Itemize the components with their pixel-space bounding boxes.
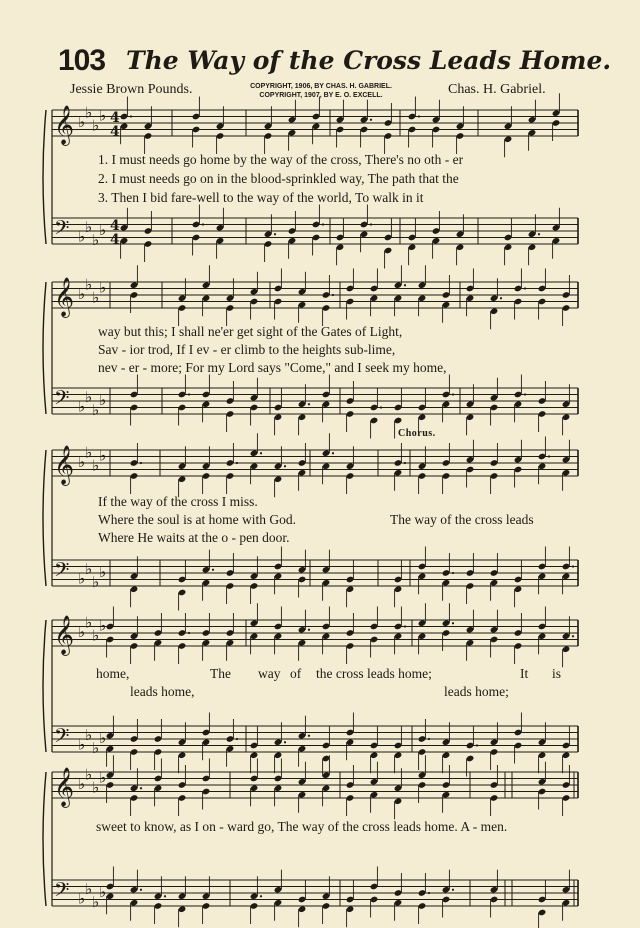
- flat-icon: ♭: [99, 106, 107, 125]
- flat-icon: ♭: [92, 400, 100, 419]
- flat-icon: ♭: [85, 765, 93, 784]
- dot: [538, 233, 540, 235]
- bass-clef-icon: 𝄢: [54, 558, 70, 586]
- flat-icon: ♭: [85, 387, 93, 406]
- flat-icon: ♭: [92, 778, 100, 797]
- verse-2-line-3: Where the soul is at home with God.: [98, 512, 296, 527]
- flat-icon: ♭: [85, 443, 93, 462]
- chorus-line-final: sweet to know, as I on - ward go, The way of the cross leads home. A - men.: [96, 819, 508, 834]
- dot: [140, 787, 142, 789]
- verse-3-line-3: Where He waits at the o - pen door.: [98, 530, 290, 545]
- treble-clef-icon: 𝄞: [54, 615, 75, 655]
- verse-3-line-1: 3. Then I bid fare-well to the way of the world, To walk in it: [98, 190, 424, 205]
- dot: [428, 738, 430, 740]
- flat-icon: ♭: [92, 738, 100, 757]
- flat-icon: ♭: [78, 453, 86, 471]
- verse-3-line-2: nev - er - more; For my Lord says "Come," and I seek my home,: [98, 360, 447, 375]
- composer: Chas. H. Gabriel.: [448, 82, 546, 97]
- dot: [322, 223, 324, 225]
- flat-icon: ♭: [78, 397, 86, 416]
- dot: [572, 565, 574, 567]
- dot: [308, 735, 310, 737]
- hymn-number: 103: [58, 44, 106, 77]
- flat-icon: ♭: [99, 391, 107, 409]
- flat-icon: ♭: [85, 275, 93, 294]
- dot: [202, 223, 204, 225]
- chorus-line-1: The way of the cross leads: [390, 512, 534, 527]
- dot: [572, 635, 574, 637]
- bass-clef-icon: 𝄢: [54, 724, 70, 752]
- dot: [188, 632, 190, 634]
- treble-clef-icon: 𝄞: [54, 767, 75, 807]
- chorus-word: of: [290, 666, 302, 681]
- bass-clef-icon: 𝄢: [54, 386, 70, 414]
- treble-clef-icon: 𝄞: [54, 277, 75, 317]
- dot: [380, 406, 382, 408]
- dot: [236, 738, 238, 740]
- chorus-word: way: [258, 666, 281, 681]
- dot: [452, 622, 454, 624]
- bass-clef-icon: 𝄢: [54, 878, 70, 906]
- dot: [476, 744, 478, 746]
- dot: [236, 462, 238, 464]
- flat-icon: ♭: [78, 569, 86, 588]
- time-signature-icon: 4: [110, 232, 120, 248]
- dot: [140, 889, 142, 891]
- dot: [370, 223, 372, 225]
- verse-1-line-2: way but this; I shall ne'er get sight of the Gates of Light,: [98, 324, 403, 339]
- system-brace: [43, 282, 46, 414]
- flat-icon: ♭: [85, 879, 93, 898]
- treble-clef-icon: 𝄞: [54, 105, 75, 145]
- flat-icon: ♭: [78, 889, 86, 908]
- dot: [404, 625, 406, 627]
- dot: [418, 115, 420, 117]
- time-signature-icon: 4: [110, 124, 120, 140]
- copyright-line-2: COPYRIGHT, 1907, BY E. O. EXCELL.: [259, 92, 383, 99]
- dot: [212, 569, 214, 571]
- dot: [308, 629, 310, 631]
- flat-icon: ♭: [85, 725, 93, 744]
- dot: [284, 741, 286, 743]
- flat-icon: ♭: [78, 285, 86, 303]
- chorus-word: It: [520, 666, 529, 681]
- dot: [274, 233, 276, 235]
- verse-2-line-1: 2. I must needs go on in the blood-sprinkled way, The path that the: [98, 171, 459, 186]
- flat-icon: ♭: [99, 446, 107, 465]
- flat-icon: ♭: [99, 768, 107, 787]
- flat-icon: ♭: [99, 729, 107, 747]
- dot: [452, 889, 454, 891]
- dot: [284, 465, 286, 467]
- dot: [524, 393, 526, 395]
- chorus-word: home,: [96, 666, 130, 681]
- flat-icon: ♭: [99, 616, 107, 635]
- verse-1-line-1: 1. I must needs go home by the way of the cross, There's no oth - er: [98, 152, 464, 167]
- flat-icon: ♭: [92, 288, 100, 307]
- lyricist: Jessie Brown Pounds.: [70, 82, 193, 97]
- dot: [188, 393, 190, 395]
- flat-icon: ♭: [78, 775, 86, 793]
- flat-icon: ♭: [78, 113, 86, 131]
- system-brace: [43, 450, 46, 586]
- chorus-word: the cross leads home;: [316, 666, 432, 681]
- dot: [404, 284, 406, 286]
- flat-icon: ♭: [85, 559, 93, 578]
- flat-icon: ♭: [92, 230, 100, 249]
- verse-1-line-3: If the way of the cross I miss.: [98, 494, 258, 509]
- flat-icon: ♭: [99, 278, 107, 297]
- dot: [260, 452, 262, 454]
- flat-icon: ♭: [92, 626, 100, 645]
- dot: [500, 297, 502, 299]
- flat-icon: ♭: [92, 572, 100, 591]
- flat-icon: ♭: [78, 227, 86, 246]
- time-signature-icon: 4: [110, 218, 120, 234]
- chorus-word: The: [210, 666, 231, 681]
- chorus-echo: leads home;: [444, 684, 509, 699]
- flat-icon: ♭: [92, 116, 100, 135]
- system-brace: [43, 110, 46, 244]
- flat-icon: ♭: [78, 623, 86, 641]
- dot: [140, 462, 142, 464]
- dot: [524, 287, 526, 289]
- dot: [452, 393, 454, 395]
- flat-icon: ♭: [99, 883, 107, 901]
- dot: [332, 452, 334, 454]
- treble-clef-icon: 𝄞: [54, 445, 75, 485]
- time-signature-icon: 4: [110, 110, 120, 126]
- dot: [404, 462, 406, 464]
- system-brace: [43, 772, 46, 906]
- dot: [452, 572, 454, 574]
- hymn-title: The Way of the Cross Leads Home.: [126, 46, 612, 75]
- dot: [548, 455, 550, 457]
- flat-icon: ♭: [99, 563, 107, 581]
- copyright-line-1: COPYRIGHT, 1906, BY CHAS. H. GABRIEL.: [250, 83, 392, 90]
- dot: [164, 895, 166, 897]
- verse-2-line-2: Sav - ior trod, If I ev - er climb to the heights sub-lime,: [98, 342, 396, 357]
- dot: [332, 294, 334, 296]
- flat-icon: ♭: [92, 892, 100, 911]
- dot: [130, 115, 132, 117]
- flat-icon: ♭: [85, 217, 93, 236]
- flat-icon: ♭: [78, 735, 86, 754]
- dot: [260, 895, 262, 897]
- bass-clef-icon: 𝄢: [54, 216, 70, 244]
- flat-icon: ♭: [99, 221, 107, 239]
- flat-icon: ♭: [85, 103, 93, 122]
- chorus-label: Chorus.: [398, 428, 436, 439]
- flat-icon: ♭: [85, 613, 93, 632]
- system-brace: [43, 620, 46, 752]
- dot: [308, 403, 310, 405]
- chorus-word: is: [552, 666, 562, 681]
- flat-icon: ♭: [92, 456, 100, 475]
- chorus-echo: leads home,: [130, 684, 195, 699]
- dot: [370, 119, 372, 121]
- dot: [428, 892, 430, 894]
